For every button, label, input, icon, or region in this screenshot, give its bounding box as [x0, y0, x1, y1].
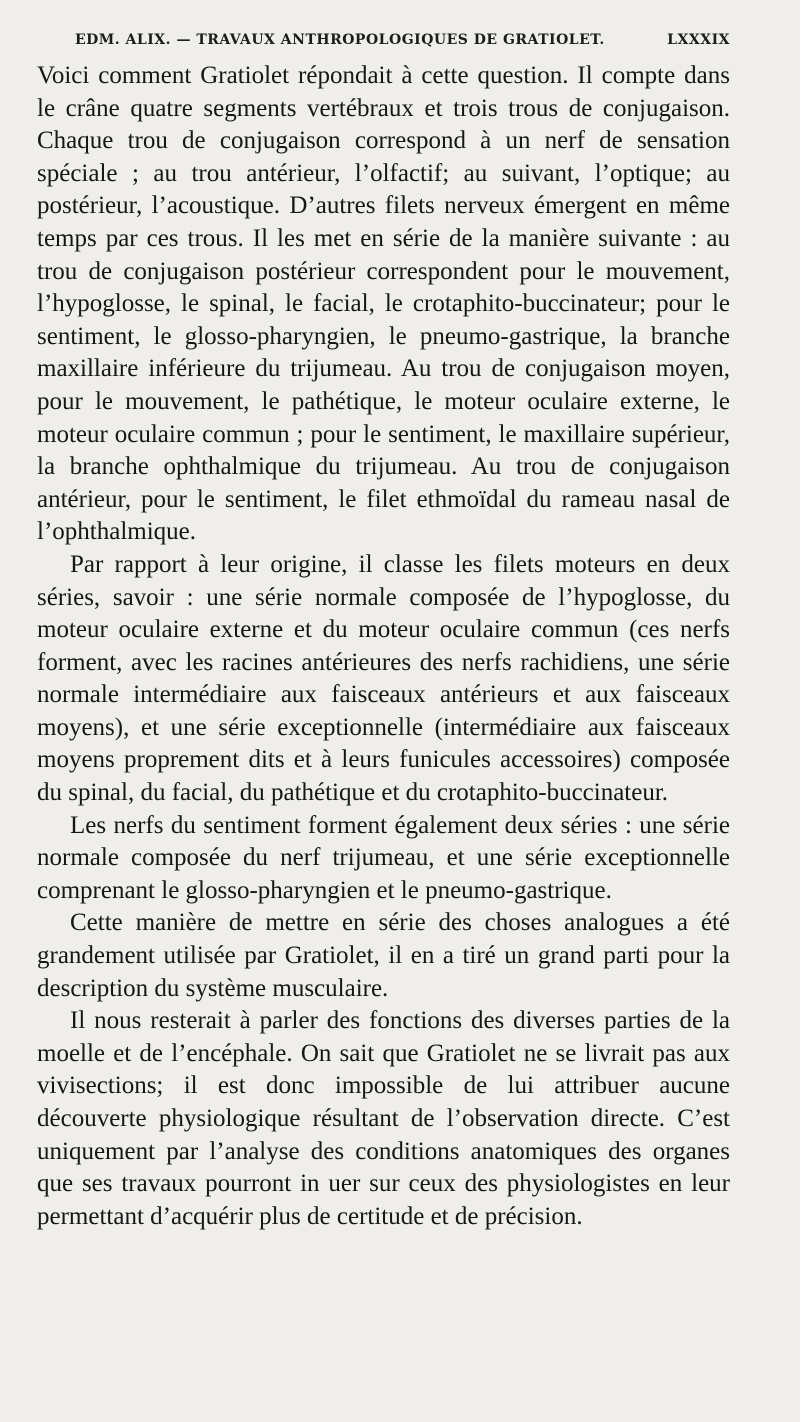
header-author: EDM. ALIX. — [75, 32, 172, 48]
header-separator: — — [176, 32, 191, 48]
header-title: TRAVAUX ANTHROPOLOGIQUES DE GRATIOLET. — [196, 32, 605, 48]
body-text — [37, 60, 730, 1233]
running-title — [75, 32, 667, 48]
paragraph: Par rapport à leur origine, il classe les filets moteurs en deux séries, savoir : une série normale composée de l’hypoglosse, du moteur oculaire externe et du moteur oculaire commun (ces nerfs forment, avec les racines antérieures des nerfs rachidiens, une série normale intermédiaire aux faisceaux antérieurs et aux faisceaux moyens), et une série exceptionnelle (intermédiaire aux faisceaux moyens proprement dits et à leurs funicules accessoires) composée du spinal, du facial, du pathétique et du crotaphito-buccinateur. — [37, 550, 730, 807]
running-header — [37, 32, 730, 58]
paragraph: Cette manière de mettre en série des choses analogues a été grandement utilisée par Gratiolet, il en a tiré un grand parti pour la description du système musculaire. — [37, 909, 730, 1002]
paragraph: Il nous resterait à parler des fonctions des diverses parties de la moelle et de l’encéphale. On sait que Gratiolet ne se livrait pas aux vivisections; il est donc impossible de lui attribuer aucune découverte physiologique résultant de l’observation directe. C’est uniquement par l’analyse des conditions anatomiques des organes que ses travaux pourront in uer sur ceux des physiologistes en leur permettant d’acquérir plus de certitude et de précision. — [37, 1007, 730, 1230]
paragraph: Voici comment Gratiolet répondait à cette question. Il compte dans le crâne quatre segments vertébraux et trois trous de conjugaison. Chaque trou de conjugaison correspond à un nerf de sensation spéciale ; au trou antérieur, l’olfactif; au suivant, l’optique; au postérieur, l’acoustique. D’autres filets nerveux émergent en même temps par ces trous. Il les met en série de la manière suivante : au trou de conjugaison postérieur correspondent pour le mouvement, l’hypoglosse, le spinal, le facial, le crotaphito-buccinateur; pour le sentiment, le glosso-pharyngien, le pneumo-gastrique, la branche maxillaire inférieure du trijumeau. Au trou de conjugaison moyen, pour le mouvement, le pathétique, le moteur oculaire externe, le moteur oculaire commun ; pour le sentiment, le maxillaire supérieur, la branche ophthalmique du trijumeau. Au trou de conjugaison antérieur, pour le sentiment, le filet ethmoïdal du rameau nasal de l’ophthalmique. — [37, 62, 730, 546]
page-number: LXXXIX — [667, 32, 730, 48]
paragraph: Les nerfs du sentiment forment également deux séries : une série normale composée du nerf trijumeau, et une série exceptionnelle comprenant le glosso-pharyngien et le pneumo-gastrique. — [37, 811, 730, 904]
